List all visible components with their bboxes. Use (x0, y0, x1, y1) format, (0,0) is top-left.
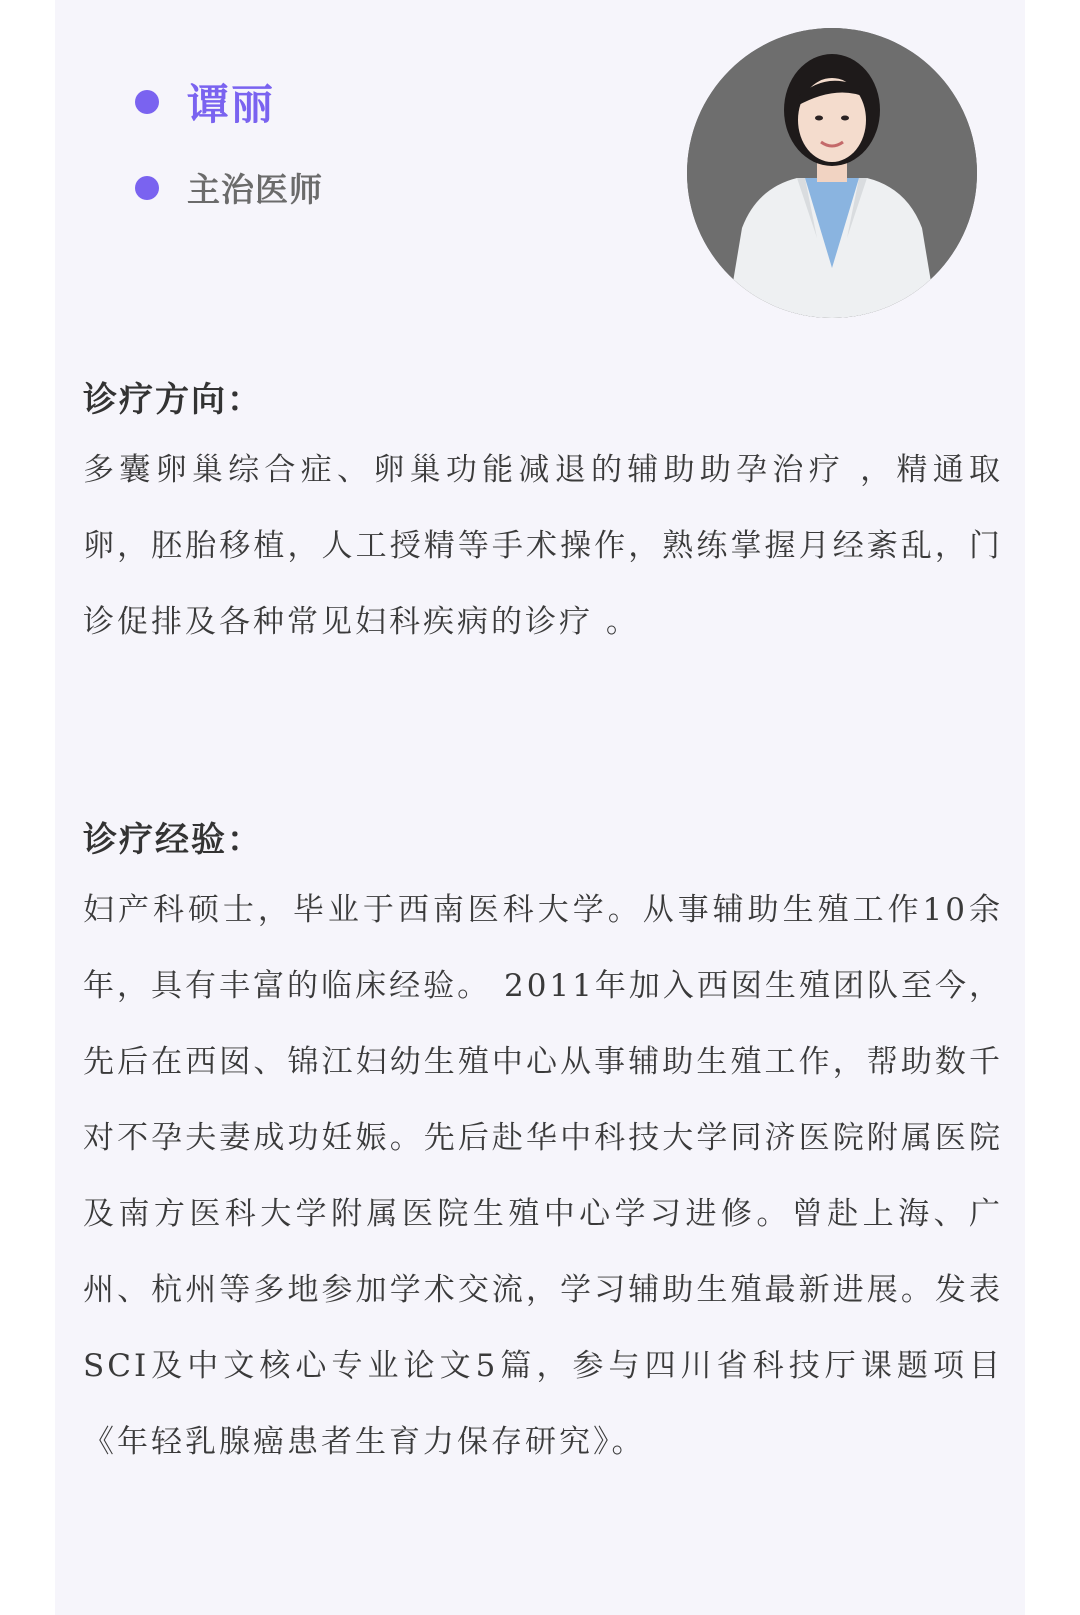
clinical-experience-heading: 诊疗经验： (83, 820, 263, 860)
doctor-title-row (135, 164, 323, 211)
doctor-avatar (687, 28, 977, 318)
diagnosis-direction-body: 多囊卵巢综合症、卵巢功能减退的辅助助孕治疗 ，精通取卵，胚胎移植，人工授精等手术操作，熟练掌握月经紊乱，门诊促排及各种常见妇科疾病的诊疗 。 (83, 452, 1003, 640)
diagnosis-direction-heading: 诊疗方向： (83, 380, 263, 420)
doctor-name: 谭丽 (187, 80, 276, 129)
bullet-dot-icon (135, 90, 159, 114)
doctor-title: 主治医师 (187, 170, 323, 209)
bullet-dot-icon (135, 176, 159, 200)
clinical-experience-body: 妇产科硕士，毕业于西南医科大学。从事辅助生殖工作10余年，具有丰富的临床经验。 2011年加入西囡生殖团队至今，先后在西囡、锦江妇幼生殖中心从事辅助生殖工作，帮助数千对不孕夫妻成功妊娠。先后赴华中科技大学同济医院附属医院及南方医科大学附属医院生殖中心学习进修。曾赴上海、广州、杭州等多地参加学术交流，学习辅助生殖最新进展。发表SCI及中文核心专业论文5篇，参与四川省科技厅课题项目《年轻乳腺癌患者生育力保存研究》。 (83, 892, 1003, 1460)
doctor-name-row (135, 72, 275, 132)
doctor-profile-card (55, 0, 1025, 1615)
